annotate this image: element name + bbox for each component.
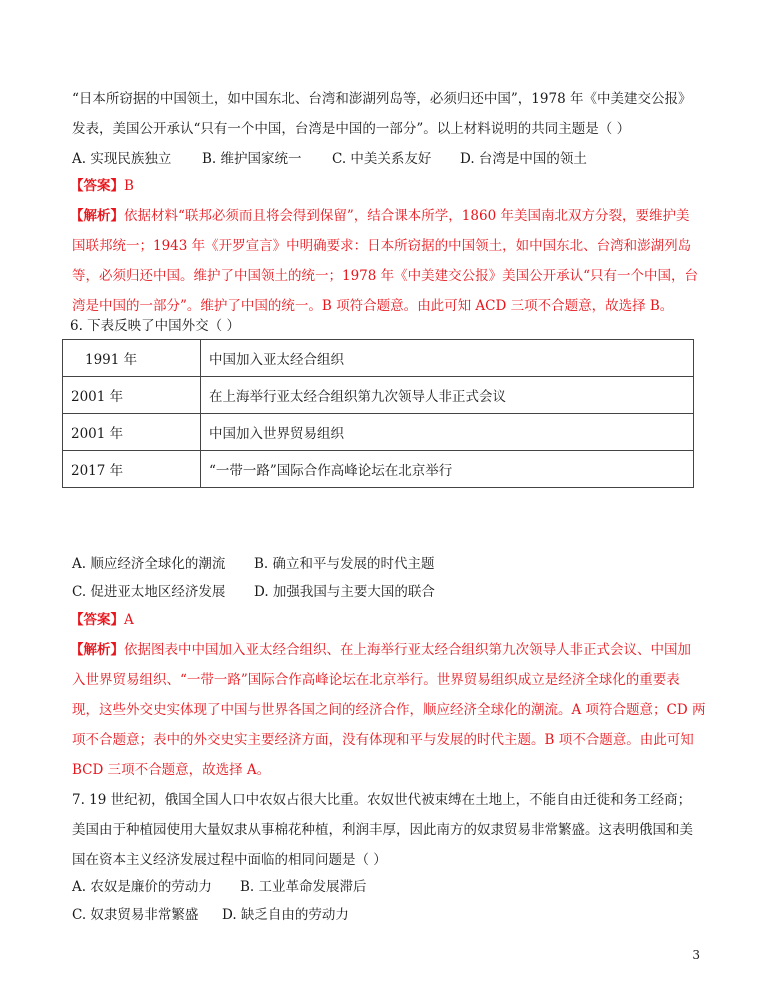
option-b: B. 工业革命发展滞后	[240, 879, 367, 895]
q5-analysis-line	[70, 206, 689, 226]
q6-analysis-line: 项不合题意；表中的外交史实主要经济方面，没有体现和平与发展的时代主题。B 项不合题意。由此可知	[72, 732, 694, 748]
q6-analysis-line	[70, 640, 691, 660]
q6-analysis-line: BCD 三项不合题意，故选择 A。	[72, 762, 271, 778]
answer-value: B	[124, 178, 134, 194]
q5-text-line: 发表，美国公开承认“只有一个中国，台湾是中国的一部分”。以上材料说明的共同主题是（ ）	[72, 121, 631, 137]
q5-analysis-line: 国联邦统一；1943 年《开罗宣言》中明确要求：日本所窃据的中国领土，如中国东北、台湾和澎湖列岛	[72, 238, 692, 254]
q5-analysis-line: 等，必须归还中国。维护了中国领土的统一；1978 年《中美建交公报》美国公开承认“只有一个中国，台	[72, 268, 699, 284]
option-c: C. 中美关系友好	[332, 151, 432, 167]
table-cell-event: 中国加入亚太经合组织	[201, 340, 694, 377]
option-d: D. 加强我国与主要大国的联合	[254, 584, 435, 600]
table-cell-year: 2001 年	[63, 377, 201, 414]
option-c: C. 促进亚太地区经济发展	[72, 584, 226, 600]
q7-text-line: 美国由于种植园使用大量奴隶从事棉花种植，利润丰厚，因此南方的奴隶贸易非常繁盛。这表明俄国和美	[72, 822, 693, 838]
q5-answer	[70, 176, 134, 196]
table-cell-year: 2001 年	[63, 414, 201, 451]
analysis-text: 依据图表中中国加入亚太经合组织、在上海举行亚太经合组织第九次领导人非正式会议、中国加	[124, 642, 691, 658]
table-row	[63, 377, 694, 414]
option-d: D. 缺乏自由的劳动力	[222, 907, 349, 923]
table-cell-year: 2017 年	[63, 451, 201, 488]
table-cell-event: “一带一路”国际合作高峰论坛在北京举行	[201, 451, 694, 488]
q5-options	[72, 149, 587, 169]
analysis-text: 依据材料“联邦必须而且将会得到保留”，结合课本所学，1860 年美国南北双方分裂，要维护美	[124, 208, 690, 224]
q6-analysis-line: 入世界贸易组织、“一带一路”国际合作高峰论坛在北京举行。世界贸易组织成立是经济全球化的重要表	[72, 672, 680, 688]
answer-value: A	[124, 612, 134, 628]
answer-tag: 【答案】	[70, 612, 124, 628]
q5-text-line: “日本所窃据的中国领土，如中国东北、台湾和澎湖列岛等，必须归还中国”，1978 年《中美建交公报》	[72, 91, 692, 107]
table-cell-event: 在上海举行亚太经合组织第九次领导人非正式会议	[201, 377, 694, 414]
q7-text-line: 7. 19 世纪初，俄国全国人口中农奴占很大比重。农奴世代被束缚在土地上，不能自由迁徙和务工经商；	[72, 792, 692, 808]
q6-options-row	[72, 582, 435, 602]
table-cell-year: 1991 年	[63, 340, 201, 377]
table-row	[63, 451, 694, 488]
q6-analysis-line: 现，这些外交史实体现了中国与世界各国之间的经济合作，顺应经济全球化的潮流。A 项符合题意；CD 两	[72, 702, 706, 718]
q7-text-line: 国在资本主义经济发展过程中面临的相同问题是（ ）	[72, 852, 387, 868]
option-d: D. 台湾是中国的领土	[460, 151, 587, 167]
option-b: B. 维护国家统一	[202, 151, 302, 167]
q7-options-row	[72, 905, 349, 925]
q7-options-row	[72, 877, 367, 897]
q5-analysis-line: 湾是中国的一部分”。维护了中国的统一。B 项符合题意。由此可知 ACD 三项不合题意，故选择 B。	[72, 298, 674, 314]
option-a: A. 农奴是廉价的劳动力	[72, 879, 212, 895]
table-cell-event: 中国加入世界贸易组织	[201, 414, 694, 451]
analysis-tag: 【解析】	[70, 208, 124, 224]
diplomacy-table	[62, 339, 694, 488]
table-row	[63, 340, 694, 377]
table-row	[63, 414, 694, 451]
analysis-tag: 【解析】	[70, 642, 124, 658]
option-b: B. 确立和平与发展的时代主题	[254, 556, 435, 572]
answer-tag: 【答案】	[70, 178, 124, 194]
q6-stem: 6. 下表反映了中国外交（ ）	[70, 318, 240, 334]
page-number: 3	[692, 948, 700, 962]
option-c: C. 奴隶贸易非常繁盛	[72, 907, 199, 923]
option-a: A. 顺应经济全球化的潮流	[72, 556, 226, 572]
q6-options-row	[72, 554, 435, 574]
q6-answer	[70, 610, 134, 630]
option-a: A. 实现民族独立	[72, 151, 172, 167]
